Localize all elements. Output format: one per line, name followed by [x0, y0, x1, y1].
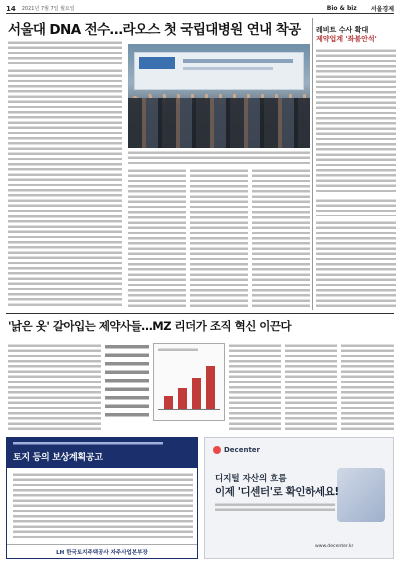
column-divider	[312, 18, 313, 310]
middle-article-body-col4	[341, 343, 394, 431]
top-article-body-col4	[252, 168, 310, 308]
top-article-photo-caption	[128, 150, 310, 164]
top-article-body-col3	[190, 168, 248, 308]
chart-bar	[192, 378, 201, 410]
decenter-logo-icon	[213, 446, 221, 454]
middle-article-body-col2	[229, 343, 281, 431]
right-column-body	[316, 48, 396, 194]
photo-banner	[134, 52, 304, 90]
chart-bar	[206, 366, 215, 410]
ad-header	[7, 438, 197, 468]
middle-article-pull-quote	[105, 343, 149, 421]
ad-line-3	[215, 502, 335, 512]
top-article-body-col1	[8, 68, 122, 308]
ad-line-1: 디지털 자산의 흐름	[215, 474, 287, 484]
page-number: 14	[6, 4, 16, 13]
chart-axis	[158, 409, 220, 410]
issue-date: 2021년 7월 7일 월요일	[21, 6, 75, 12]
top-article-lede	[8, 40, 122, 64]
chart-bar	[178, 388, 187, 410]
middle-article-body-col3	[285, 343, 337, 431]
chart-bar	[164, 396, 173, 410]
ad-footer: LH 한국토지주택공사 자주사업본부장	[7, 544, 197, 558]
top-article-photo	[128, 44, 310, 148]
ad-line-2: 이제 '디센터'로 확인하세요!	[215, 486, 339, 498]
top-article-headline: 서울대 DNA 전수…라오스 첫 국립대병원 연내 착공	[8, 22, 301, 38]
masthead	[6, 4, 394, 14]
right-column-headline: 레비트 수사 확대 제약업계 '좌불안석'	[316, 26, 377, 43]
middle-article-chart	[153, 343, 225, 421]
right-column-subhead	[316, 198, 396, 216]
section-name: Bio & biz	[326, 5, 357, 12]
top-article-body-col2	[128, 168, 186, 308]
middle-article-headline: '낡은 옷' 갈아입는 제약사들…MZ 리더가 조직 혁신 이끈다	[8, 319, 292, 333]
right-column-body-2	[316, 220, 396, 308]
decenter-ad	[204, 437, 394, 559]
ad-body	[13, 472, 193, 540]
section-rule	[6, 313, 394, 314]
ad-headline: 토지 등의 보상계획공고	[13, 453, 103, 463]
chart-title	[158, 347, 198, 352]
ad-url: www.decenter.kr	[315, 544, 354, 549]
decenter-logo: Decenter	[213, 446, 260, 454]
decorative-graphic	[337, 468, 385, 522]
middle-article-body-col1	[8, 343, 101, 431]
land-compensation-notice-ad	[6, 437, 198, 559]
newspaper-brand: 서울경제	[370, 6, 394, 13]
